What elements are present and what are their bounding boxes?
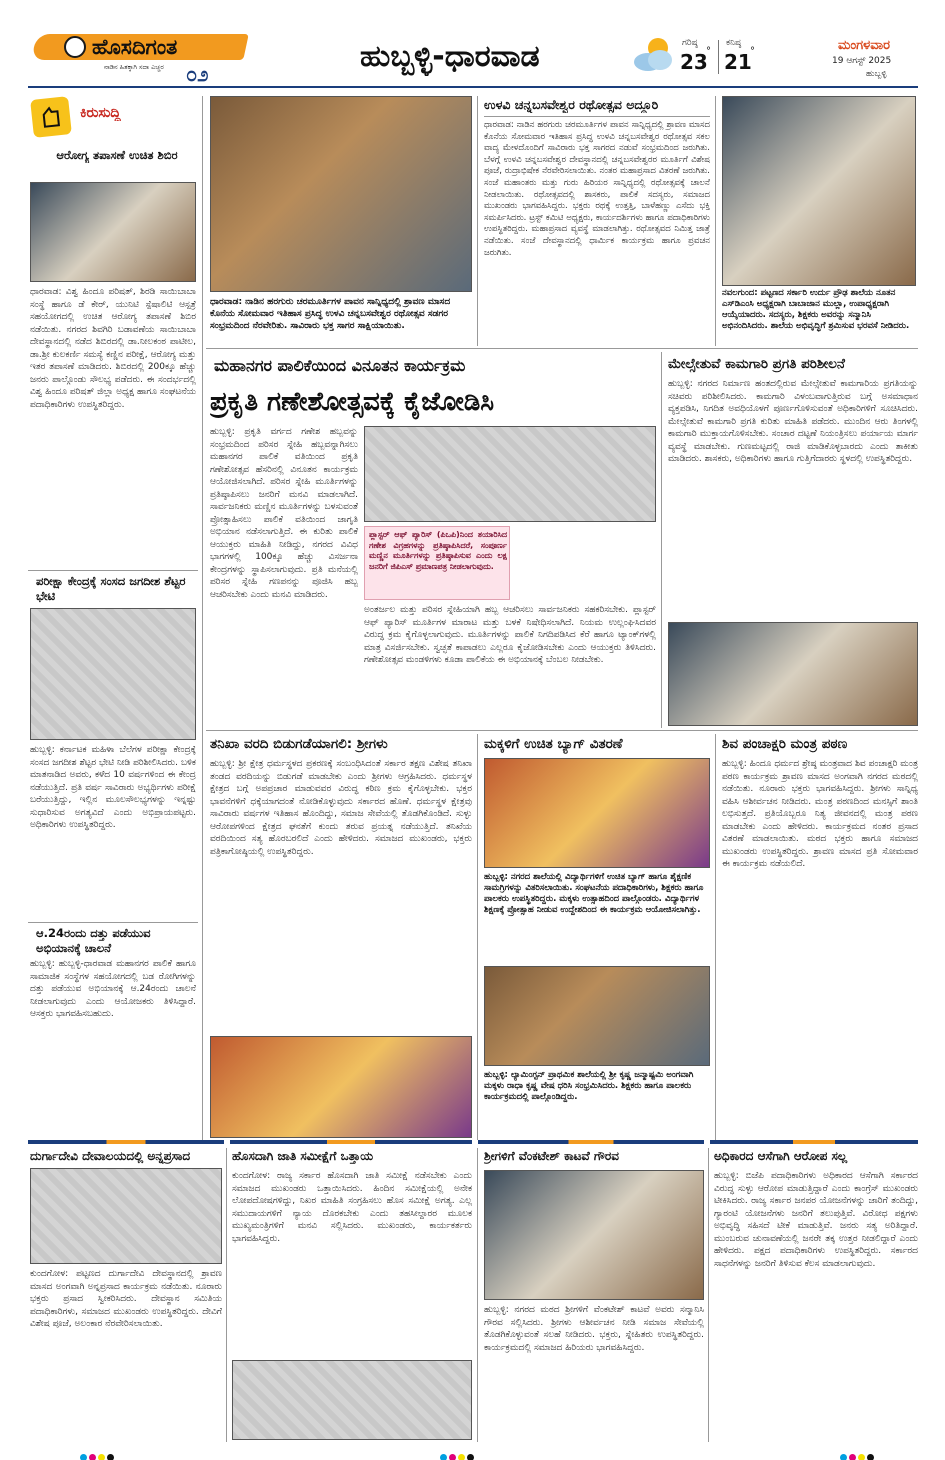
bottom-col-divider-3 (708, 1148, 709, 1442)
min-temp-label: ಕನಿಷ್ಠ (726, 38, 742, 48)
mid-row-divider (206, 730, 918, 731)
bags-caption-1: ಹುಬ್ಬಳ್ಳಿ: ನಗರದ ಶಾಲೆಯಲ್ಲಿ ವಿದ್ಯಾರ್ಥಿಗಳಿಗೆ ಉಚಿತ ಬ್ಯಾಗ್ ಹಾಗೂ ಶೈಕ್ಷಣಿಕ ಸಾಮಗ್ರಿಗಳನ್ನು ವಿತರಿಸಲಾಯಿತು. ಸಂಘಟನೆಯ ಪದಾಧಿಕಾರಿಗಳು, ಶಿಕ್ಷಕರು ಹಾಗೂ ಪಾಲಕರು ಉಪಸ್ಥಿತರಿದ್ದರು. ಮಕ್ಕಳು ಉತ್ಸಾಹದಿಂದ ಪಾಲ್ಗೊಂಡರು. ವಿದ್ಯಾರ್ಥಿಗಳ ಶಿಕ್ಷಣಕ್ಕೆ ಪ್ರೋತ್ಸಾಹ ನೀಡುವ ಉದ್ದೇಶದಿಂದ ಈ ಕಾರ್ಯಕ್ರಮ ಆಯೋಜಿಸಲಾಗಿತ್ತು. (484, 872, 704, 915)
col-divider-lower-2 (715, 734, 716, 1140)
left-divider-1 (28, 570, 198, 571)
ganesha-headline: ಪ್ರಕೃತಿ ಗಣೇಶೋತ್ಸವಕ್ಕೆ ಕೈಜೋಡಿಸಿ (210, 387, 495, 417)
min-temp: 21 (724, 50, 752, 74)
left-headline-3: ಆ.24ರಂದು ದತ್ತು ಪಡೆಯುವ ಅಭಿಯಾನಕ್ಕೆ ಚಾಲನೆ (36, 926, 151, 955)
ganesha-highlight-text: ಪ್ಲಾಸ್ಟರ್ ಆಫ್ ಪ್ಯಾರಿಸ್ (ಪಿಒಪಿ)ನಿಂದ ತಯಾರಿಸಿದ ಗಣೇಶ ವಿಗ್ರಹಗಳನ್ನು ಪ್ರತಿಷ್ಠಾಪಿಸಿದರೆ, ಸಂಪೂರ್ಣ ಮಣ್ಣಿನ ಮೂರ್ತಿಗಳನ್ನು ಪ್ರತಿಷ್ಠಾಪಿಸುವ ಎಂದು ಲಕ್ಷ ಜನರಿಗೆ ಜಿಪಿಎಸ್ ಪ್ರಮಾಣಪತ್ರ ನೀಡಲಾಗುವುದು. (369, 530, 507, 571)
bottom-photo-2 (232, 1360, 472, 1440)
top-chariot-caption: ಧಾರವಾಡ: ನಾಡಿನ ಹರಗುರು ಚರಮೂರ್ತಿಗಳ ಪಾವನ ಸಾನ್ನಿಧ್ಯದಲ್ಲಿ ಶ್ರಾವಣ ಮಾಸದ ಕೊನೆಯ ಸೋಮವಾರ ಇತಿಹಾಸ ಪ್ರಸಿದ್ಧ ಉಳವಿ ಚನ್ನಬಸವೇಶ್ವರ ರಥೋತ್ಸವ ಸಡಗರ ಸಂಭ್ರಮದಿಂದ ನೆರವೇರಿತು. ಸಾವಿರಾರು ಭಕ್ತ ಸಾಗರ ಸಾಕ್ಷಿಯಾಯಿತು. (210, 297, 451, 331)
bottom-col-divider-1 (226, 1148, 227, 1442)
left-story-2: ಹುಬ್ಬಳ್ಳಿ: ಕರ್ನಾಟಕ ಮಹಿಳಾ ಬೆಲೆಗಳ ಪರೀಕ್ಷಾ ಕೇಂದ್ರಕ್ಕೆ ಸಂಸದ ಜಗದೀಶ ಶೆಟ್ಟರ ಭೇಟಿ ನೀಡಿ ಪರಿಶೀಲಿಸಿದರು. ಬಳಿಕ ಮಾತನಾಡಿದ ಅವರು, ಕಳೆದ 10 ವರ್ಷಗಳಿಂದ ಈ ಕೇಂದ್ರ ನಡೆಯುತ್ತಿದೆ. ಪ್ರತಿ ವರ್ಷ ಸಾವಿರಾರು ಅಭ್ಯರ್ಥಿಗಳು ಪರೀಕ್ಷೆ ಬರೆಯುತ್ತಿದ್ದು, ಇಲ್ಲಿನ ಮೂಲಸೌಲಭ್ಯಗಳನ್ನು ಇನ್ನಷ್ಟು ಸುಧಾರಿಸುವ ಅಗತ್ಯವಿದೆ ಎಂದು ಅಭಿಪ್ರಾಯಪಟ್ಟರು. ಅಧಿಕಾರಿಗಳು ಉಪಸ್ಥಿತರಿದ್ದರು. (30, 745, 196, 830)
bottom-band-bar-2 (230, 1140, 472, 1144)
bottom-headline-4: ಅಧಿಕಾರದ ಆಸೆಗಾಗಿ ಆರೋಪ ಸಲ್ಲ (714, 1149, 848, 1163)
max-temp: 23 (680, 50, 708, 74)
max-temp-label: ಗರಿಷ್ಠ (682, 38, 698, 48)
kirusuddi-header (28, 96, 200, 140)
works-photo (668, 622, 918, 726)
inquiry-body: ಹುಬ್ಬಳ್ಳಿ: ಶ್ರೀ ಕ್ಷೇತ್ರ ಧರ್ಮಸ್ಥಳದ ಪ್ರಕರಣಕ್ಕೆ ಸಂಬಂಧಿಸಿದಂತೆ ಸರ್ಕಾರ ತಕ್ಷಣ ವಿಶೇಷ ತನಿಖಾ ತಂಡದ ವರದಿಯನ್ನು ಬಿಡುಗಡೆ ಮಾಡಬೇಕು ಎಂದು ಶ್ರೀಗಳು ಆಗ್ರಹಿಸಿದರು. ಧರ್ಮಸ್ಥಳ ಕ್ಷೇತ್ರದ ಬಗ್ಗೆ ಅಪಪ್ರಚಾರ ಮಾಡುವವರ ವಿರುದ್ಧ ಕಠಿಣ ಕ್ರಮ ಕೈಗೊಳ್ಳಬೇಕು. ಭಕ್ತರ ಭಾವನೆಗಳಿಗೆ ಧಕ್ಕೆಯಾಗದಂತೆ ನೋಡಿಕೊಳ್ಳುವುದು ಸರ್ಕಾರದ ಹೊಣೆ. ಧರ್ಮಸ್ಥಳ ಕ್ಷೇತ್ರವು ಸಾವಿರಾರು ವರ್ಷಗಳ ಇತಿಹಾಸ ಹೊಂದಿದ್ದು, ಸಮಾಜ ಸೇವೆಯಲ್ಲಿ ತೊಡಗಿಕೊಂಡಿದೆ. ಸುಳ್ಳು ಆರೋಪಗಳಿಂದ ಕ್ಷೇತ್ರದ ಘನತೆಗೆ ಕುಂದು ತರುವ ಪ್ರಯತ್ನ ನಡೆಯುತ್ತಿದೆ. ತನಿಖೆಯ ವರದಿಯಿಂದ ಸತ್ಯ ಹೊರಬರಲಿದೆ ಎಂದು ಹೇಳಿದರು. ಸಮಾಜದ ಮುಖಂಡರು, ಭಕ್ತರು ಪತ್ರಿಕಾಗೋಷ್ಠಿಯಲ್ಲಿ ಉಪಸ್ಥಿತರಿದ್ದರು. (210, 759, 472, 857)
page-number: ೦೨ (186, 62, 209, 86)
left-story-1: ಧಾರವಾಡ: ವಿಶ್ವ ಹಿಂದೂ ಪರಿಷತ್, ಶಿರಡಿ ಸಾಯಿಬಾಬಾ ಸಂಸ್ಥೆ ಹಾಗೂ ಡೆ ಕೇರ್, ಯುನಿಟಿ ಸ್ಪೆಷಾಲಿಟಿ ಆಸ್ಪತ್ರೆ ಸಹಯೋಗದಲ್ಲಿ ಉಚಿತ ಆರೋಗ್ಯ ತಪಾಸಣೆ ಶಿಬಿರ ನಡೆಯಿತು. ನಗರದ ಶಿವಗಿರಿ ಬಡಾವಣೆಯ ಸಾಯಿಬಾಬಾ ದೇವಸ್ಥಾನದಲ್ಲಿ ನಡೆದ ಶಿಬಿರದಲ್ಲಿ ಡಾ.ನೀಲಕಂಠ ಪಾಟೀಲ, ಡಾ.ಶ್ರೀ ಕುಲಕರ್ಣಿ ಸಮಸ್ಯೆ ಕಣ್ಣಿನ ಪರೀಕ್ಷೆ, ಆರೋಗ್ಯ ಮತ್ತು ಇತರ ತಪಾಸಣೆ ಮಾಡಿದರು. ಶಿಬಿರದಲ್ಲಿ 200ಕ್ಕೂ ಹೆಚ್ಚು ಜನರು ಪಾಲ್ಗೊಂಡು ಸೌಲಭ್ಯ ಪಡೆದರು. ಈ ಸಂದರ್ಭದಲ್ಲಿ ವಿಶ್ವ ಹಿಂದೂ ಪರಿಷತ್ ಜಿಲ್ಲಾ ಅಧ್ಯಕ್ಷ ಹಾಗೂ ಸಂಘಟನೆಯ ಪದಾಧಿಕಾರಿಗಳು ಉಪಸ್ಥಿತರಿದ್ದರು. (30, 287, 196, 410)
logo-block (28, 30, 250, 86)
ganesha-body-1: ಹುಬ್ಬಳ್ಳಿ: ಪ್ರಕೃತಿ ವರ್ಗದ ಗಣೇಶ ಹಬ್ಬವನ್ನು ಸಂಭ್ರಮದಿಂದ ಪರಿಸರ ಸ್ನೇಹಿ ಹಬ್ಬವನ್ನಾಗಿಸಲು ಮಹಾನಗರ ಪಾಲಿಕೆ ವತಿಯಿಂದ ಪ್ರಕೃತಿ ಗಣೇಶೋತ್ಸವ ಹೆಸರಿನಲ್ಲಿ ವಿನೂತನ ಕಾರ್ಯಕ್ರಮ ಆಯೋಜಿಸಲಾಗಿದೆ. ಪರಿಸರ ಸ್ನೇಹಿ ಮೂರ್ತಿಗಳನ್ನು ಪ್ರತಿಷ್ಠಾಪಿಸಲು ಜನರಿಗೆ ಮನವಿ ಮಾಡಲಾಗಿದೆ. ಸಾರ್ವಜನಿಕರು ಮಣ್ಣಿನ ಮೂರ್ತಿಗಳನ್ನು ಬಳಸುವಂತೆ ಪ್ರೋತ್ಸಾಹಿಸಲು ಪಾಲಿಕೆ ವತಿಯಿಂದ ಜಾಗೃತಿ ಅಭಿಯಾನ ನಡೆಸಲಾಗುತ್ತಿದೆ. ಈ ಕುರಿತು ಪಾಲಿಕೆ ಆಯುಕ್ತರು ಮಾಹಿತಿ ನೀಡಿದ್ದು, ನಗರದ ವಿವಿಧ ಭಾಗಗಳಲ್ಲಿ 100ಕ್ಕೂ ಹೆಚ್ಚು ವಿಸರ್ಜನಾ ಕೇಂದ್ರಗಳನ್ನು ಸ್ಥಾಪಿಸಲಾಗುವುದು. ಪ್ರತಿ ಮನೆಯಲ್ಲಿ ಪರಿಸರ ಸ್ನೇಹಿ ಗಣಪನನ್ನು ಪೂಜಿಸಿ ಹಬ್ಬ ಆಚರಿಸಬೇಕು ಎಂದು ಮನವಿ ಮಾಡಿದರು. (210, 427, 358, 600)
col-divider-lower-1 (477, 734, 478, 1140)
top-row-divider (206, 348, 918, 349)
ganesha-highlight-box (364, 526, 510, 600)
ganesha-photo (364, 426, 656, 522)
date: 19 ಆಗಸ್ಟ್ 2025 (832, 56, 892, 66)
bottom-headline-3: ಶ್ರೀಗಳಿಗೆ ವೆಂಕಟೇಶ್ ಕಾಟವೆ ಗೌರವ (484, 1149, 619, 1163)
ganesha-kicker-text: ಮಹಾನಗರ ಪಾಲಿಕೆಯಿಂದ ವಿನೂತನ ಕಾರ್ಯಕ್ರಮ (214, 356, 466, 375)
bags-headline: ಮಕ್ಕಳಿಗೆ ಉಚಿತ ಬ್ಯಾಗ್ ವಿತರಣೆ (484, 736, 623, 752)
top-right-caption: ನವಲಗುಂದ: ಪಟ್ಟಣದ ಸರ್ಕಾರಿ ಉರ್ದು ಪ್ರೌಢ ಶಾಲೆಯ ನೂತನ ಎಸ್‌ಡಿಎಂಸಿ ಅಧ್ಯಕ್ಷರಾಗಿ ಬಾಬಾಜಾನ ಮುಲ್ಲಾ, ಉಪಾಧ್ಯಕ್ಷರಾಗಿ ಆಯ್ಕೆಯಾದರು. ಸದಸ್ಯರು, ಶಿಕ್ಷಕರು ಅವರನ್ನು ಸನ್ಮಾನಿಸಿ ಅಭಿನಂದಿಸಿದರು. ಶಾಲೆಯ ಅಭಿವೃದ್ಧಿಗೆ ಶ್ರಮಿಸುವ ಭರವಸೆ ನೀಡಿದರು. (722, 288, 910, 331)
edition-title: ಹುಬ್ಬಳ್ಳಿ-ಧಾರವಾಡ (360, 39, 540, 74)
inquiry-photo (210, 1036, 472, 1138)
works-headline: ಮೇಲ್ಸೇತುವೆ ಕಾಮಗಾರಿ ಪ್ರಗತಿ ಪರಿಶೀಲನೆ (668, 356, 845, 372)
bottom-photo-1 (30, 1168, 222, 1264)
masthead (0, 0, 945, 88)
kirusuddi-label: ಕಿರುಸುದ್ದಿ (80, 105, 121, 121)
ganesha-kicker-box (210, 352, 656, 380)
left-divider-2 (28, 922, 198, 923)
tagline: ನಾಡಿನ ಹಿತಕ್ಕಾಗಿ ಸದಾ ಎಚ್ಚರ (104, 63, 164, 71)
kirusuddi-hand-icon (30, 96, 72, 138)
min-temp-degree: ° (750, 46, 755, 57)
bottom-story-2: ಕುಂದಗೋಳ: ರಾಜ್ಯ ಸರ್ಕಾರ ಹೊಸದಾಗಿ ಜಾತಿ ಸಮೀಕ್ಷೆ ನಡೆಸಬೇಕು ಎಂದು ಸಮಾಜದ ಮುಖಂಡರು ಒತ್ತಾಯಿಸಿದರು. ಹಿಂದಿನ ಸಮೀಕ್ಷೆಯಲ್ಲಿ ಅನೇಕ ಲೋಪದೋಷಗಳಿದ್ದು, ನಿಖರ ಮಾಹಿತಿ ಸಂಗ್ರಹಿಸಲು ಹೊಸ ಸಮೀಕ್ಷೆ ಅಗತ್ಯ. ಎಲ್ಲ ಸಮುದಾಯಗಳಿಗೆ ನ್ಯಾಯ ದೊರಕಬೇಕು ಎಂದು ತಹಸೀಲ್ದಾರರ ಮೂಲಕ ಮುಖ್ಯಮಂತ್ರಿಗಳಿಗೆ ಮನವಿ ಸಲ್ಲಿಸಿದರು. ಮುಖಂಡರು, ಕಾರ್ಯಕರ್ತರು ಭಾಗವಹಿಸಿದ್ದರು. (232, 1171, 472, 1244)
top-right-photo (722, 96, 916, 286)
registration-dots-center (440, 1446, 476, 1460)
inquiry-headline: ತನಿಖಾ ವರದಿ ಬಿಡುಗಡೆಯಾಗಲಿ: ಶ್ರೀಗಳು (210, 736, 388, 752)
col-divider-top-1 (477, 96, 478, 346)
mantra-body: ಹುಬ್ಬಳ್ಳಿ: ಹಿಂದೂ ಧರ್ಮದ ಶ್ರೇಷ್ಠ ಮಂತ್ರವಾದ ಶಿವ ಪಂಚಾಕ್ಷರಿ ಮಂತ್ರ ಪಠಣ ಕಾರ್ಯಕ್ರಮ ಶ್ರಾವಣ ಮಾಸದ ಅಂಗವಾಗಿ ನಗರದ ಮಠದಲ್ಲಿ ನಡೆಯಿತು. ನೂರಾರು ಭಕ್ತರು ಭಾಗವಹಿಸಿದ್ದರು. ಶ್ರೀಗಳು ಸಾನ್ನಿಧ್ಯ ವಹಿಸಿ ಆಶೀರ್ವಚನ ನೀಡಿದರು. ಮಂತ್ರ ಪಠಣದಿಂದ ಮನಸ್ಸಿಗೆ ಶಾಂತಿ ಲಭಿಸುತ್ತದೆ. ಪ್ರತಿಯೊಬ್ಬರೂ ನಿತ್ಯ ಜೀವನದಲ್ಲಿ ಮಂತ್ರ ಪಠಣ ಮಾಡಬೇಕು ಎಂದು ಹೇಳಿದರು. ಕಾರ್ಯಕ್ರಮದ ನಂತರ ಪ್ರಸಾದ ವಿತರಣೆ ಮಾಡಲಾಯಿತು. ಮಠದ ಭಕ್ತರು ಹಾಗೂ ಸಮಾಜದ ಮುಖಂಡರು ಉಪಸ್ಥಿತರಿದ್ದರು. ಶ್ರಾವಣ ಮಾಸದ ಪ್ರತಿ ಸೋಮವಾರ ಈ ಕಾರ್ಯಕ್ರಮ ನಡೆಯಲಿದೆ. (722, 759, 918, 869)
registration-dots-left (80, 1446, 116, 1460)
col-divider-mid (661, 352, 662, 728)
logo-emblem-icon (64, 36, 86, 58)
top-story-body: ಧಾರವಾಡ: ನಾಡಿನ ಹರಗುರು ಚರಮೂರ್ತಿಗಳ ಪಾವನ ಸಾನ್ನಿಧ್ಯದಲ್ಲಿ ಶ್ರಾವಣ ಮಾಸದ ಕೊನೆಯ ಸೋಮವಾರ ಇತಿಹಾಸ ಪ್ರಸಿದ್ಧ ಉಳವಿ ಚನ್ನಬಸವೇಶ್ವರ ರಥೋತ್ಸವ ಸಕಲ ವಾದ್ಯ ಮೇಳದೊಂದಿಗೆ ಸಾವಿರಾರು ಭಕ್ತ ಸಾಗರದ ನಡುವೆ ಸಂಭ್ರಮದಿಂದ ಜರುಗಿತು. ಬೆಳಗ್ಗೆ ಉಳವಿ ಚನ್ನಬಸವೇಶ್ವರ ದೇವಸ್ಥಾನದಲ್ಲಿ ಚನ್ನಬಸವೇಶ್ವರರ ಮೂರ್ತಿಗೆ ವಿಶೇಷ ಪೂಜೆ, ರುದ್ರಾಭಿಷೇಕ ನೆರವೇರಿಸಲಾಯಿತು. ನಂತರ ಮಹಾಪ್ರಸಾದ ವಿತರಣೆ ಜರುಗಿತು. ಸಂಜೆ ಮಹಾಂತರು ಮತ್ತು ಗುರು ಹಿರಿಯರ ಸಾನ್ನಿಧ್ಯದಲ್ಲಿ ರಥೋತ್ಸವಕ್ಕೆ ಚಾಲನೆ ನೀಡಲಾಯಿತು. ರಥೋತ್ಸವದಲ್ಲಿ ಶಾಸಕರು, ಪಾಲಿಕೆ ಸದಸ್ಯರು, ಸಮಾಜದ ಮುಖಂಡರು ಭಾಗವಹಿಸಿದ್ದರು. ಭಕ್ತರು ರಥಕ್ಕೆ ಉತ್ತತ್ತಿ, ಬಾಳೆಹಣ್ಣು ಎಸೆದು ಭಕ್ತಿ ಸಮರ್ಪಿಸಿದರು. ಟ್ರಸ್ಟ್ ಕಮಿಟಿ ಅಧ್ಯಕ್ಷರು, ಕಾರ್ಯದರ್ಶಿಗಳು ಹಾಗೂ ಪದಾಧಿಕಾರಿಗಳು ಉಪಸ್ಥಿತರಿದ್ದರು. ಮಹಾಪ್ರಸಾದ ವ್ಯವಸ್ಥೆ ಮಾಡಲಾಗಿತ್ತು. ರಥೋತ್ಸವದ ನಿಮಿತ್ತ ಜಾತ್ರೆ ನಡೆಯಿತು. ಸಂಜೆ ದೇವಸ್ಥಾನದಲ್ಲಿ ಧಾರ್ಮಿಕ ಕಾರ್ಯಕ್ರಮ ಹಾಗೂ ಪ್ರವಚನ ಜರುಗಿತು. (484, 120, 710, 258)
col-divider-left (202, 96, 203, 1140)
max-temp-degree: ° (706, 46, 711, 57)
ganesha-body-2: ಅಂತರ್ಜಲ ಮತ್ತು ಪರಿಸರ ಸ್ನೇಹಿಯಾಗಿ ಹಬ್ಬ ಆಚರಿಸಲು ಸಾರ್ವಜನಿಕರು ಸಹಕರಿಸಬೇಕು. ಪ್ಲಾಸ್ಟರ್ ಆಫ್ ಪ್ಯಾರಿಸ್ ಮೂರ್ತಿಗಳ ಮಾರಾಟ ಮತ್ತು ಬಳಕೆ ನಿಷೇಧಿಸಲಾಗಿದೆ. ನಿಯಮ ಉಲ್ಲಂಘಿಸಿದವರ ವಿರುದ್ಧ ಕ್ರಮ ಕೈಗೊಳ್ಳಲಾಗುವುದು. ಮೂರ್ತಿಗಳನ್ನು ಪಾಲಿಕೆ ನಿಗದಿಪಡಿಸಿದ ಕೆರೆ ಹಾಗೂ ಟ್ಯಾಂಕ್‌ಗಳಲ್ಲಿ ಮಾತ್ರ ವಿಸರ್ಜಿಸಬೇಕು. ಸ್ವಚ್ಛತೆ ಕಾಪಾಡಲು ಎಲ್ಲರೂ ಕೈಜೋಡಿಸಬೇಕು ಎಂದು ಆಯುಕ್ತರು ತಿಳಿಸಿದರು. ಗಣೇಶೋತ್ಸವ ಮಂಡಳಿಗಳು ಕೂಡಾ ಪಾಲಿಕೆಯ ಈ ಅಭಿಯಾನಕ್ಕೆ ಬೆಂಬಲ ನೀಡಬೇಕು. (364, 605, 656, 665)
bottom-col-divider-2 (477, 1148, 478, 1442)
bottom-band-bar-1 (28, 1140, 224, 1144)
top-story-headline: ಉಳವಿ ಚನ್ನಬಸವೇಶ್ವರ ರಥೋತ್ಸವ ಅದ್ದೂರಿ (484, 97, 659, 112)
bottom-band-bar-3 (478, 1140, 704, 1144)
bags-caption-2: ಹುಬ್ಬಳ್ಳಿ: ಲ್ಯಾಮಿಂಗ್ಟನ್ ಪ್ರಾಥಮಿಕ ಶಾಲೆಯಲ್ಲಿ ಶ್ರೀ ಕೃಷ್ಣ ಜನ್ಮಾಷ್ಟಮಿ ಅಂಗವಾಗಿ ಮಕ್ಕಳು ರಾಧಾ ಕೃಷ್ಣ ವೇಷ ಧರಿಸಿ ಸಂಭ್ರಮಿಸಿದರು. ಶಿಕ್ಷಕರು ಹಾಗೂ ಪಾಲಕರು ಕಾರ್ಯಕ್ರಮದಲ್ಲಿ ಪಾಲ್ಗೊಂಡಿದ್ದರು. (484, 1070, 694, 1102)
bottom-story-1: ಕುಂದಗೋಳ: ಪಟ್ಟಣದ ದುರ್ಗಾದೇವಿ ದೇವಸ್ಥಾನದಲ್ಲಿ ಶ್ರಾವಣ ಮಾಸದ ಅಂಗವಾಗಿ ಅನ್ನಪ್ರಸಾದ ಕಾರ್ಯಕ್ರಮ ನಡೆಯಿತು. ನೂರಾರು ಭಕ್ತರು ಪ್ರಸಾದ ಸ್ವೀಕರಿಸಿದರು. ದೇವಸ್ಥಾನ ಸಮಿತಿಯ ಪದಾಧಿಕಾರಿಗಳು, ಸಮಾಜದ ಮುಖಂಡರು ಉಪಸ್ಥಿತರಿದ್ದರು. ದೇವಿಗೆ ವಿಶೇಷ ಪೂಜೆ, ಅಲಂಕಾರ ನೆರವೇರಿಸಲಾಯಿತು. (30, 1269, 222, 1329)
left-photo-2 (30, 608, 196, 740)
bags-photo-2 (484, 966, 710, 1066)
left-headline-2: ಪರೀಕ್ಷಾ ಕೇಂದ್ರಕ್ಕೆ ಸಂಸದ ಜಗದೀಶ ಶೆಟ್ಟರ ಭೇಟಿ (36, 574, 186, 603)
top-chariot-photo (210, 96, 472, 292)
left-photo-1 (30, 182, 196, 282)
left-story-3: ಹುಬ್ಬಳ್ಳಿ: ಹುಬ್ಬಳ್ಳಿ-ಧಾರವಾಡ ಮಹಾನಗರ ಪಾಲಿಕೆ ಹಾಗೂ ಸಾಮಾಜಿಕ ಸಂಸ್ಥೆಗಳ ಸಹಯೋಗದಲ್ಲಿ ಬಡ ರೋಗಿಗಳನ್ನು ದತ್ತು ಪಡೆಯುವ ಅಭಿಯಾನಕ್ಕೆ ಆ.24ರಂದು ಚಾಲನೆ ನೀಡಲಾಗುವುದು ಎಂದು ಆಯೋಜಕರು ತಿಳಿಸಿದ್ದಾರೆ. ಆಸಕ್ತರು ಭಾಗವಹಿಸಬಹುದು. (30, 959, 196, 1019)
paper-name: ಹೊಸದಿಗಂತ (92, 35, 178, 59)
day-name: ಮಂಗಳವಾರ (838, 38, 891, 53)
mantra-headline: ಶಿವ ಪಂಚಾಕ್ಷರಿ ಮಂತ್ರ ಪಠಣ (722, 736, 848, 752)
dateline-city: ಹುಬ್ಬಳ್ಳಿ (866, 69, 887, 79)
bags-photo-1 (484, 758, 710, 868)
bottom-story-3: ಹುಬ್ಬಳ್ಳಿ: ನಗರದ ಮಠದ ಶ್ರೀಗಳಿಗೆ ವೆಂಕಟೇಶ್ ಕಾಟವೆ ಅವರು ಸನ್ಮಾನಿಸಿ ಗೌರವ ಸಲ್ಲಿಸಿದರು. ಶ್ರೀಗಳು ಆಶೀರ್ವಚನ ನೀಡಿ ಸಮಾಜ ಸೇವೆಯಲ್ಲಿ ತೊಡಗಿಕೊಳ್ಳುವಂತೆ ಸಲಹೆ ನೀಡಿದರು. ಭಕ್ತರು, ಸ್ನೇಹಿತರು ಉಪಸ್ಥಿತರಿದ್ದರು. ಕಾರ್ಯಕ್ರಮದಲ್ಲಿ ಸಮಾಜದ ಹಿರಿಯರು ಭಾಗವಹಿಸಿದ್ದರು. (484, 1305, 704, 1353)
bottom-headline-2: ಹೊಸದಾಗಿ ಜಾತಿ ಸಮೀಕ್ಷೆಗೆ ಒತ್ತಾಯ (232, 1149, 374, 1163)
bottom-photo-3 (484, 1170, 704, 1300)
bottom-headline-1: ದುರ್ಗಾದೇವಿ ದೇವಾಲಯದಲ್ಲಿ ಅನ್ನಪ್ರಸಾದ (30, 1149, 191, 1163)
left-headline-1: ಆರೋಗ್ಯ ತಪಾಸಣೆ ಉಚಿತ ಶಿಬಿರ (56, 148, 178, 162)
bottom-story-4: ಹುಬ್ಬಳ್ಳಿ: ಬಿಜೆಪಿ ಪದಾಧಿಕಾರಿಗಳು ಅಧಿಕಾರದ ಆಸೆಗಾಗಿ ಸರ್ಕಾರದ ವಿರುದ್ಧ ಸುಳ್ಳು ಆರೋಪ ಮಾಡುತ್ತಿದ್ದಾರೆ ಎಂದು ಕಾಂಗ್ರೆಸ್ ಮುಖಂಡರು ಟೀಕಿಸಿದರು. ರಾಜ್ಯ ಸರ್ಕಾರ ಜನಪರ ಯೋಜನೆಗಳನ್ನು ಜಾರಿಗೆ ತಂದಿದ್ದು, ಗ್ಯಾರಂಟಿ ಯೋಜನೆಗಳು ಜನರಿಗೆ ತಲುಪುತ್ತಿವೆ. ವಿರೋಧ ಪಕ್ಷಗಳು ಅಭಿವೃದ್ಧಿ ಸಹಿಸದೆ ಟೀಕೆ ಮಾಡುತ್ತಿವೆ. ಜನರು ಸತ್ಯ ಅರಿತಿದ್ದಾರೆ. ಮುಂಬರುವ ಚುನಾವಣೆಯಲ್ಲಿ ಜನರೇ ತಕ್ಕ ಉತ್ತರ ನೀಡಲಿದ್ದಾರೆ ಎಂದು ಹೇಳಿದರು. ಪಕ್ಷದ ಪದಾಧಿಕಾರಿಗಳು ಉಪಸ್ಥಿತರಿದ್ದರು. ಸರ್ಕಾರದ ಸಾಧನೆಗಳನ್ನು ಜನರಿಗೆ ತಿಳಿಸುವ ಕೆಲಸ ಮಾಡಲಾಗುವುದು. (714, 1171, 918, 1269)
top-story-underline (484, 116, 710, 117)
bottom-band-bar-4 (710, 1140, 918, 1144)
registration-dots-right (840, 1446, 876, 1460)
works-body: ಹುಬ್ಬಳ್ಳಿ: ನಗರದ ನಿರ್ಮಾಣ ಹಂತದಲ್ಲಿರುವ ಮೇಲ್ಸೇತುವೆ ಕಾಮಗಾರಿಯ ಪ್ರಗತಿಯನ್ನು ಸಚಿವರು ಪರಿಶೀಲಿಸಿದರು. ಕಾಮಗಾರಿ ವಿಳಂಬವಾಗುತ್ತಿರುವ ಬಗ್ಗೆ ಅಸಮಾಧಾನ ವ್ಯಕ್ತಪಡಿಸಿ, ನಿಗದಿತ ಅವಧಿಯೊಳಗೆ ಪೂರ್ಣಗೊಳಿಸುವಂತೆ ಅಧಿಕಾರಿಗಳಿಗೆ ಸೂಚಿಸಿದರು. ಮೇಲ್ಸೇತುವೆ ಕಾಮಗಾರಿ ಪ್ರಗತಿ ಕುರಿತು ಮಾಹಿತಿ ಪಡೆದರು. ಮುಂದಿನ ಆರು ತಿಂಗಳಲ್ಲಿ ಕಾಮಗಾರಿ ಮುಕ್ತಾಯಗೊಳಿಸಬೇಕು. ಸಂಚಾರ ದಟ್ಟಣೆ ನಿಯಂತ್ರಿಸಲು ಪರ್ಯಾಯ ಮಾರ್ಗ ವ್ಯವಸ್ಥೆ ಮಾಡಬೇಕು. ಗುಣಮಟ್ಟದಲ್ಲಿ ರಾಜಿ ಮಾಡಿಕೊಳ್ಳಬಾರದು ಎಂದು ತಾಕೀತು ಮಾಡಿದರು. ಶಾಸಕರು, ಅಧಿಕಾರಿಗಳು ಹಾಗೂ ಗುತ್ತಿಗೆದಾರರು ಸ್ಥಳದಲ್ಲಿ ಉಪಸ್ಥಿತರಿದ್ದರು. (668, 379, 918, 464)
max-min-divider (718, 40, 719, 74)
weather-cloud-sun-icon (630, 34, 676, 74)
masthead-underline (28, 86, 918, 88)
col-divider-top-2 (715, 96, 716, 346)
